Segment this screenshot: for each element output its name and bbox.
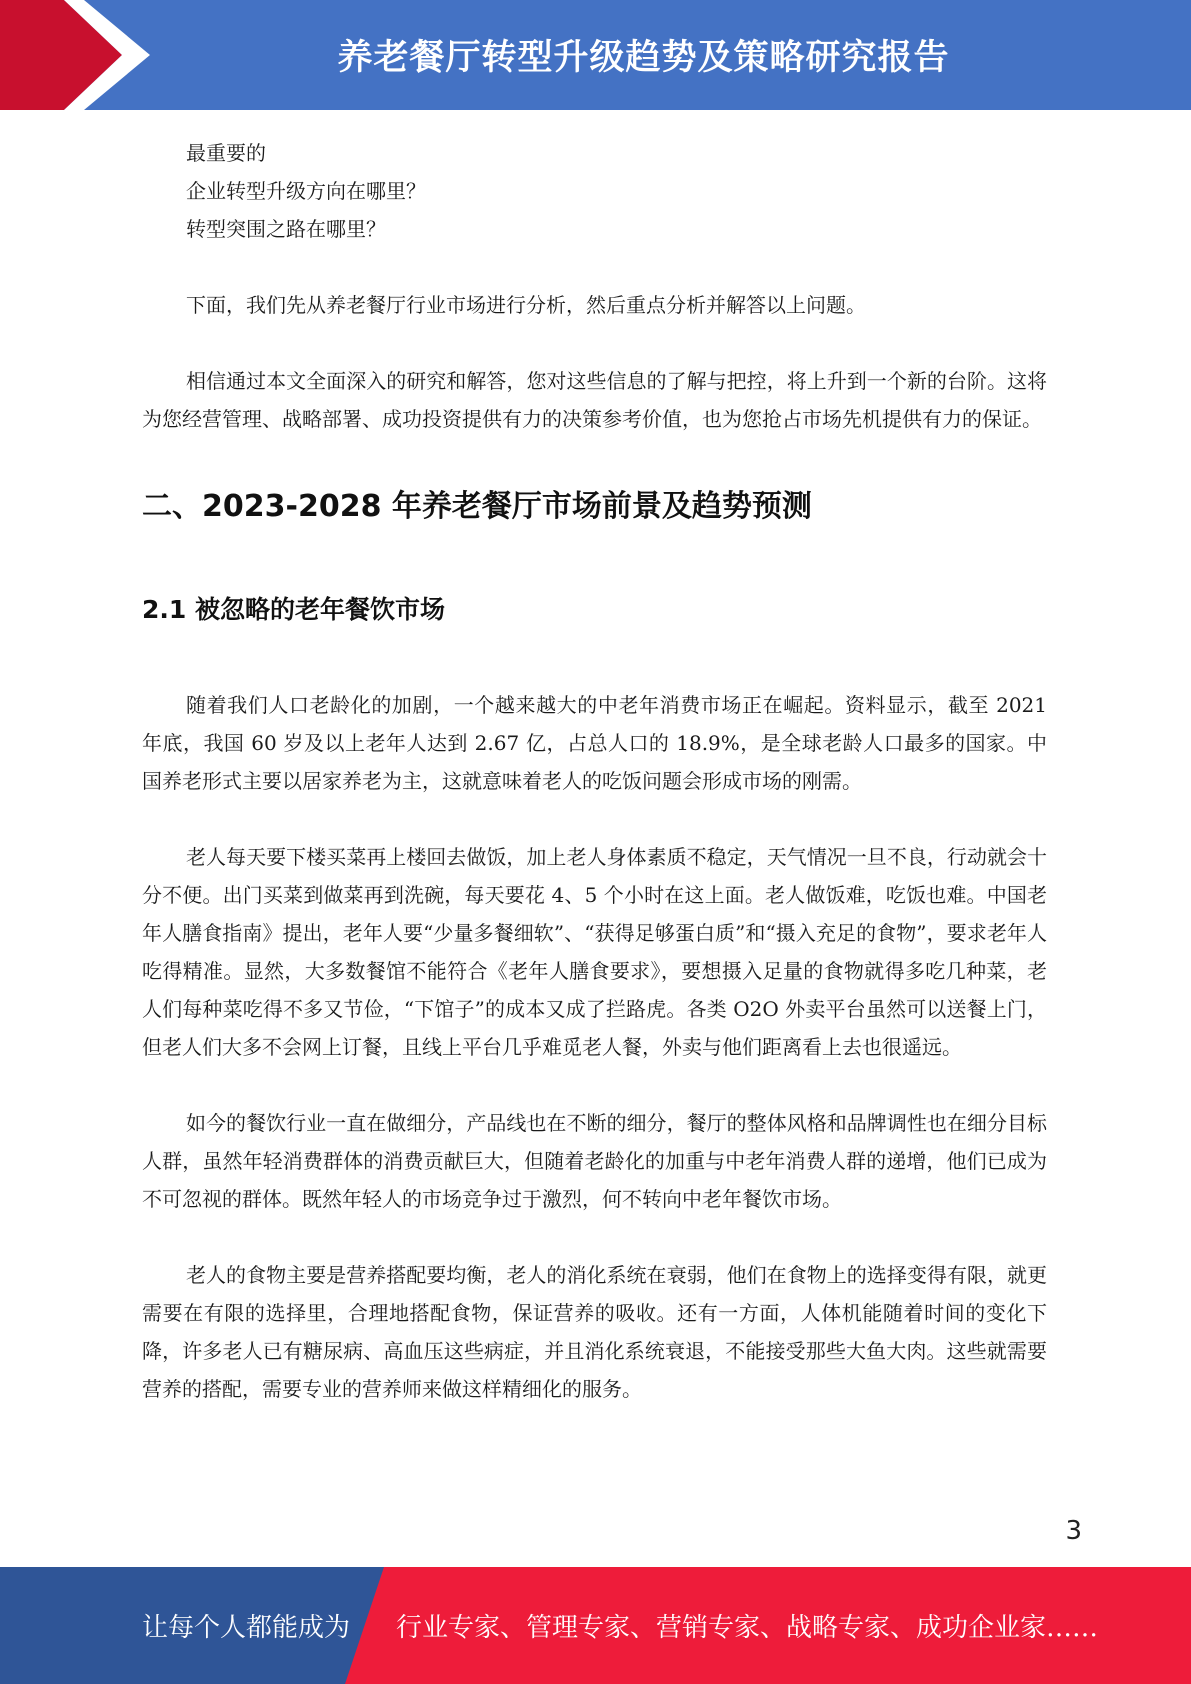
body-paragraph: 老人每天要下楼买菜再上楼回去做饭，加上老人身体素质不稳定，天气情况一旦不良，行动就会十分不便。出门买菜到做菜再到洗碗，每天要花 4、5 个小时在这上面。老人做饭难，吃饭也难。中国老年人膳食指南》提出，老年人要“少量多餐细软”、“获得足够蛋白质”和“摄入充足的食物”，要求老年人吃得精准。显然，大多数餐馆不能符合《老年人膳食要求》，要想摄入足量的食物就得多吃几种菜，老人们每种菜吃得不多又节俭，“下馆子”的成本又成了拦路虎。各类 O2O 外卖平台虽然可以送餐上门，但老人们大多不会网上订餐，且线上平台几乎难觅老人餐，外卖与他们距离看上去也很遥远。 <box>142 845 1047 1059</box>
intro-paragraph-2: 相信通过本文全面深入的研究和解答，您对这些信息的了解与把控，将上升到一个新的台阶。这将为您经营管理、战略部署、成功投资提供有力的决策参考价值，也为您抢占市场先机提供有力的保证。 <box>142 369 1047 431</box>
body-paragraph: 如今的餐饮行业一直在做细分，产品线也在不断的细分，餐厅的整体风格和品牌调性也在细分目标人群，虽然年轻消费群体的消费贡献巨大，但随着老龄化的加重与中老年消费人群的递增，他们已成为不可忽视的群体。既然年轻人的市场竞争过于激烈，何不转向中老年餐饮市场。 <box>142 1111 1047 1211</box>
intro-paragraph-1: 下面，我们先从养老餐厅行业市场进行分析，然后重点分析并解答以上问题。 <box>186 293 866 317</box>
body-paragraph: 随着我们人口老龄化的加剧，一个越来越大的中老年消费市场正在崛起。资料显示，截至 2021 年底，我国 60 岁及以上老年人达到 2.67 亿，占总人口的 18.9%，是全球老龄人口最多的国家。中国养老形式主要以居家养老为主，这就意味着老人的吃饭问题会形成市场的刚需。 <box>142 693 1047 793</box>
report-title: 养老餐厅转型升级趋势及策略研究报告 <box>337 38 950 78</box>
body-paragraph: 老人的食物主要是营养搭配要均衡，老人的消化系统在衰弱，他们在食物上的选择变得有限，就更需要在有限的选择里，合理地搭配食物，保证营养的吸收。还有一方面，人体机能随着时间的变化下降，许多老人已有糖尿病、高血压这些病症，并且消化系统衰退，不能接受那些大鱼大肉。这些就需要营养的搭配，需要专业的营养师来做这样精细化的服务。 <box>142 1263 1047 1401</box>
section-2-1-heading: 2.1 被忽略的老年餐饮市场 <box>142 595 445 624</box>
footer-slogan-right: 行业专家、管理专家、营销专家、战略专家、成功企业家…… <box>396 1613 1099 1643</box>
page-number: 3 <box>1065 1516 1082 1546</box>
footer-banner <box>0 1567 1191 1684</box>
intro-question-1: 最重要的 <box>186 141 266 165</box>
intro-question-3: 转型突围之路在哪里？ <box>186 217 386 241</box>
footer-slogan-left: 让每个人都能成为 <box>142 1613 351 1643</box>
page-content <box>142 134 1047 1408</box>
intro-question-2: 企业转型升级方向在哪里？ <box>186 179 426 203</box>
section-2-heading: 二、2023-2028 年养老餐厅市场前景及趋势预测 <box>142 489 812 524</box>
